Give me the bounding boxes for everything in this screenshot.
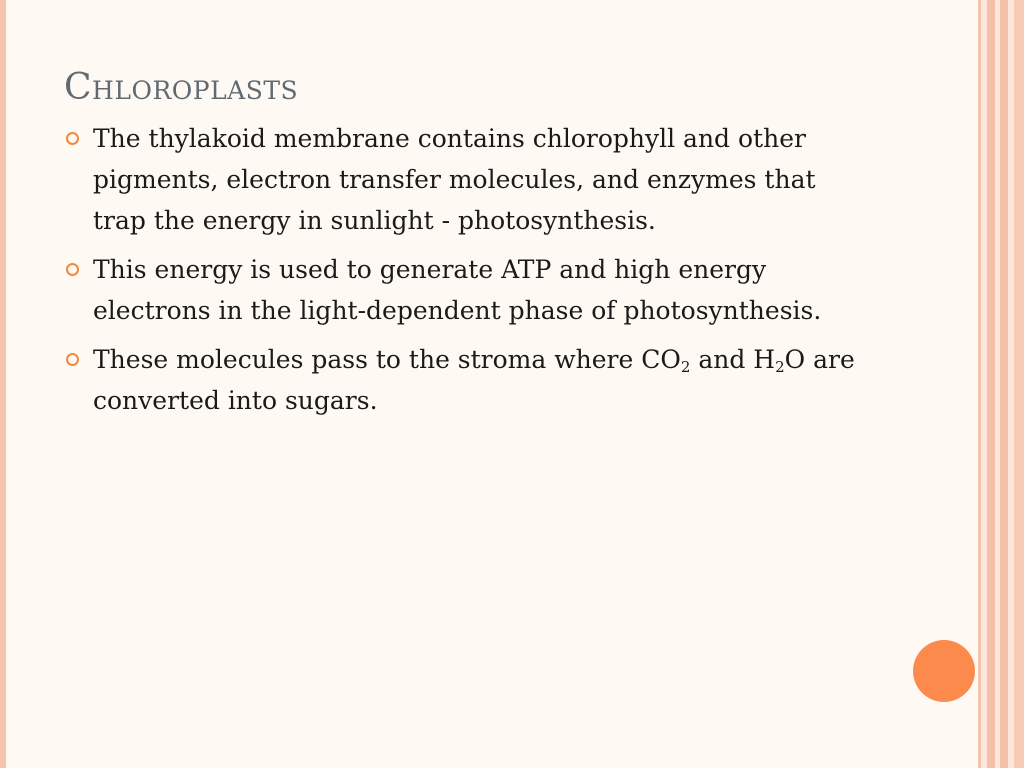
left-border-stripe [0, 0, 6, 768]
bullet-text: The thylakoid membrane contains chlorophyll and other pigments, electron transfer molecules, and enzymes that trap the energy in sunlight - photosynthesis. [93, 124, 816, 235]
right-decorative-border [978, 0, 1024, 768]
bullet-text-part: O are converted into sugars. [93, 345, 855, 415]
bullet-item [62, 249, 862, 331]
bullet-text-part: These molecules pass to the stroma where CO [93, 345, 681, 374]
bullet-text-part: and H [690, 345, 776, 374]
bullet-item [62, 118, 862, 241]
slide-title: Chloroplasts [64, 67, 299, 108]
bullet-list [62, 118, 862, 429]
bullet-text: This energy is used to generate ATP and high energy electrons in the light-dependent phase of photosynthesis. [93, 255, 822, 325]
decorative-circle [913, 640, 975, 702]
hollow-circle-bullet-icon [66, 263, 79, 276]
subscript: 2 [775, 358, 785, 376]
bullet-item [62, 339, 862, 421]
hollow-circle-bullet-icon [66, 353, 79, 366]
subscript: 2 [680, 358, 691, 376]
hollow-circle-bullet-icon [66, 132, 79, 145]
